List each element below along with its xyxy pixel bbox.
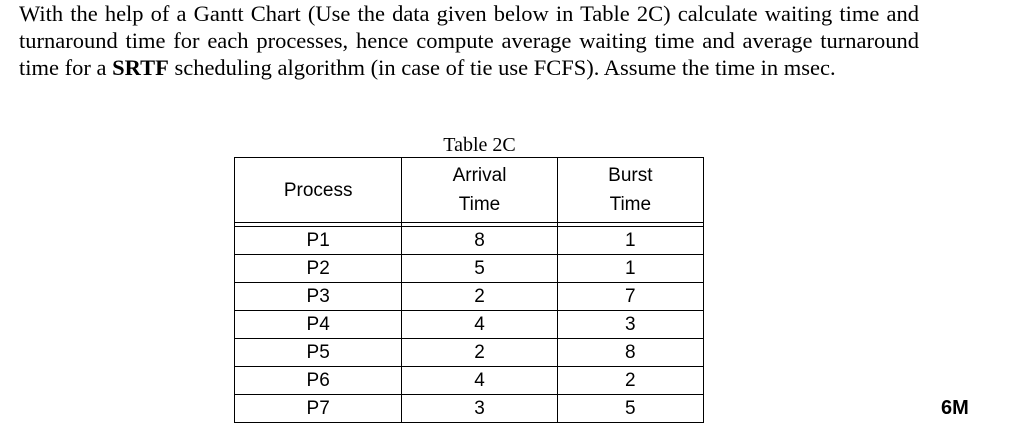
header-arrival-line2: Time <box>458 194 501 215</box>
arrival-cell: 2 <box>402 283 557 311</box>
header-process-label: Process <box>283 179 353 201</box>
question-text-part1: With the help of a Gantt Chart (Use the data given below in Table 2C) calculate waiting time and turnaround time for each processes, hence compute average waiting time and average turnaround time for a <box>19 1 919 80</box>
burst-cell: 7 <box>557 283 703 311</box>
question-text-part2: scheduling algorithm (in case of tie use FCFS). Assume the time in msec. <box>168 55 836 80</box>
marks-label: 6M <box>941 397 969 419</box>
table-row <box>235 255 704 283</box>
process-cell: P6 <box>235 367 402 395</box>
table-row <box>235 311 704 339</box>
process-cell: P2 <box>235 255 402 283</box>
arrival-cell: 4 <box>402 367 557 395</box>
arrival-cell: 4 <box>402 311 557 339</box>
table-row <box>235 395 704 423</box>
burst-cell: 8 <box>557 339 703 367</box>
process-cell: P4 <box>235 311 402 339</box>
burst-cell: 3 <box>557 311 703 339</box>
table-row <box>235 283 704 311</box>
table-row <box>235 339 704 367</box>
process-cell: P3 <box>235 283 402 311</box>
header-burst-line2: Time <box>609 194 652 215</box>
burst-cell: 1 <box>557 255 703 283</box>
arrival-cell: 2 <box>402 339 557 367</box>
question-text <box>19 0 919 81</box>
process-cell: P1 <box>235 227 402 255</box>
header-arrival-line1: Arrival <box>452 165 507 186</box>
arrival-cell: 8 <box>402 227 557 255</box>
header-burst-time <box>557 158 703 223</box>
table-caption: Table 2C <box>443 134 516 156</box>
process-cell: P5 <box>235 339 402 367</box>
burst-cell: 2 <box>557 367 703 395</box>
burst-cell: 5 <box>557 395 703 423</box>
header-arrival-time <box>402 158 557 223</box>
header-burst-line1: Burst <box>608 165 653 186</box>
header-process <box>235 158 402 223</box>
process-table <box>234 157 704 423</box>
arrival-cell: 5 <box>402 255 557 283</box>
burst-cell: 1 <box>557 227 703 255</box>
table-header-row <box>235 158 704 223</box>
table-row <box>235 367 704 395</box>
arrival-cell: 3 <box>402 395 557 423</box>
process-cell: P7 <box>235 395 402 423</box>
table-row <box>235 227 704 255</box>
question-algorithm-name: SRTF <box>112 55 169 80</box>
